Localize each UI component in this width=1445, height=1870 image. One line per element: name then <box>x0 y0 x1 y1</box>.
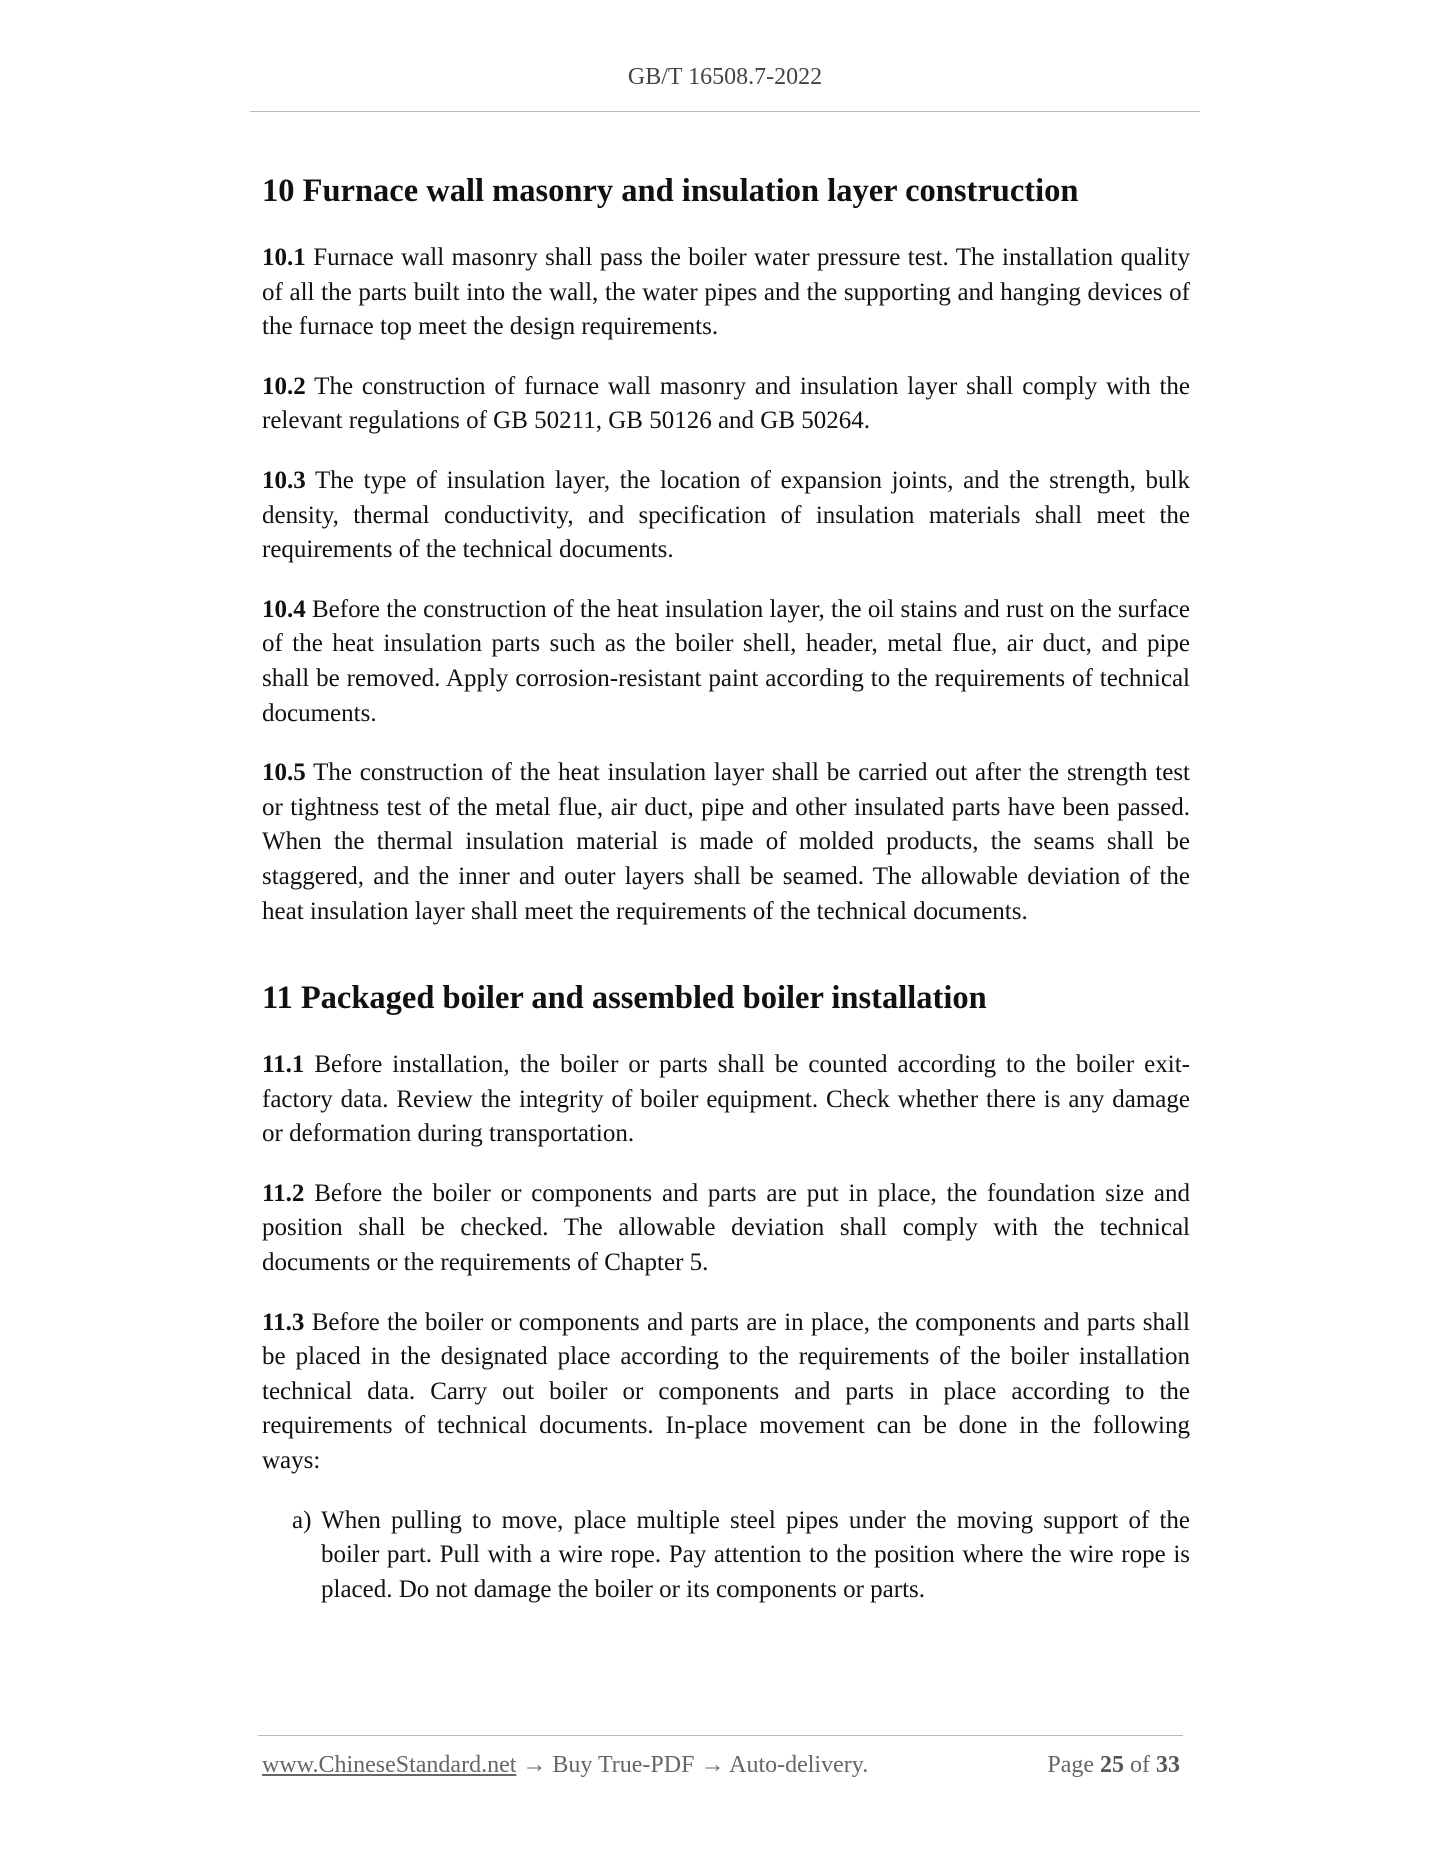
page-indicator <box>1047 1752 1180 1779</box>
list-item-a: a) When pulling to move, place multiple steel pipes under the moving support of the boiler part. Pull with a wire rope. Pay attention to the position where the wire rope is placed. Do not damage the boiler or its components or parts. <box>292 1506 1190 1603</box>
clause-text: Before the construction of the heat insulation layer, the oil stains and rust on the surface of the heat insulation parts such as the boiler shell, header, metal flue, air duct, and pipe shall be removed. Apply corrosion-resistant paint according to the requirements of technical documents. <box>262 595 1190 727</box>
section-heading-11: 11 Packaged boiler and assembled boiler installation <box>262 980 987 1017</box>
page-header-standard-code: GB/T 16508.7-2022 <box>627 64 823 90</box>
clause-number: 10.5 <box>262 759 306 787</box>
clause-11-3 <box>262 1306 1190 1479</box>
clause-number: 10.4 <box>262 595 306 623</box>
clause-10-5 <box>262 756 1190 929</box>
current-page-number: 25 <box>1100 1752 1124 1778</box>
footer-promo <box>262 1752 868 1779</box>
clause-number: 10.3 <box>262 466 306 494</box>
clause-number: 11.1 <box>262 1051 305 1079</box>
method-list <box>262 1504 1190 1608</box>
clause-text: The construction of the heat insulation layer shall be carried out after the strength test or tightness test of the metal flue, air duct, pipe and other insulated parts have been passed. When the thermal insulation material is made of molded products, the seams shall be staggered, and the inner and outer layers shall be seamed. The allowable deviation of the heat insulation layer shall meet the requirements of the technical documents. <box>262 759 1190 925</box>
clause-10-3 <box>262 464 1190 568</box>
clause-text: Before the boiler or components and parts are in place, the components and parts shall be placed in the designated place according to the requirements of the boiler installation technical data. Carry out boiler or components and parts in place according to the requirements of technical documents. In-place movement can be done in the following ways: <box>262 1308 1190 1475</box>
clause-10-4 <box>262 593 1190 731</box>
clause-10-1 <box>262 241 1190 345</box>
clause-text: Before the boiler or components and parts are put in place, the foundation size and position shall be checked. The allowable deviation shall comply with the technical documents or the requirements of Chapter 5. <box>262 1179 1190 1277</box>
clause-number: 10.2 <box>262 372 306 400</box>
clause-number: 11.3 <box>262 1308 305 1336</box>
clause-number: 11.2 <box>262 1179 305 1207</box>
website-link[interactable]: www.ChineseStandard.net <box>262 1752 517 1778</box>
footer-divider <box>258 1735 1183 1736</box>
footer-promo-text: → Buy True-PDF → Auto-delivery. <box>516 1752 869 1778</box>
clause-text: The construction of furnace wall masonry and insulation layer shall comply with the relevant regulations of GB 50211, GB 50126 and GB 50264. <box>262 372 1190 435</box>
document-body <box>262 172 1190 1607</box>
section-heading-10: 10 Furnace wall masonry and insulation layer construction <box>262 173 1079 209</box>
clause-10-2 <box>262 370 1190 439</box>
clause-11-1 <box>262 1048 1190 1152</box>
clause-text: Before installation, the boiler or parts shall be counted according to the boiler exit-factory data. Review the integrity of boiler equipment. Check whether there is any damage or deformation during transportation. <box>262 1051 1190 1148</box>
page-label: Page <box>1047 1752 1100 1778</box>
clause-11-2 <box>262 1177 1190 1281</box>
clause-number: 10.1 <box>262 244 306 271</box>
clause-text: Furnace wall masonry shall pass the boiler water pressure test. The installation quality of all the parts built into the wall, the water pipes and the supporting and hanging devices of the furnace top meet the design requirements. <box>262 244 1190 341</box>
of-label: of <box>1124 1752 1156 1778</box>
clause-text: The type of insulation layer, the location of expansion joints, and the strength, bulk density, thermal conductivity, and specification of insulation materials shall meet the requirements of the technical documents. <box>262 466 1190 564</box>
total-pages-number: 33 <box>1156 1752 1180 1778</box>
header-divider <box>250 111 1200 112</box>
